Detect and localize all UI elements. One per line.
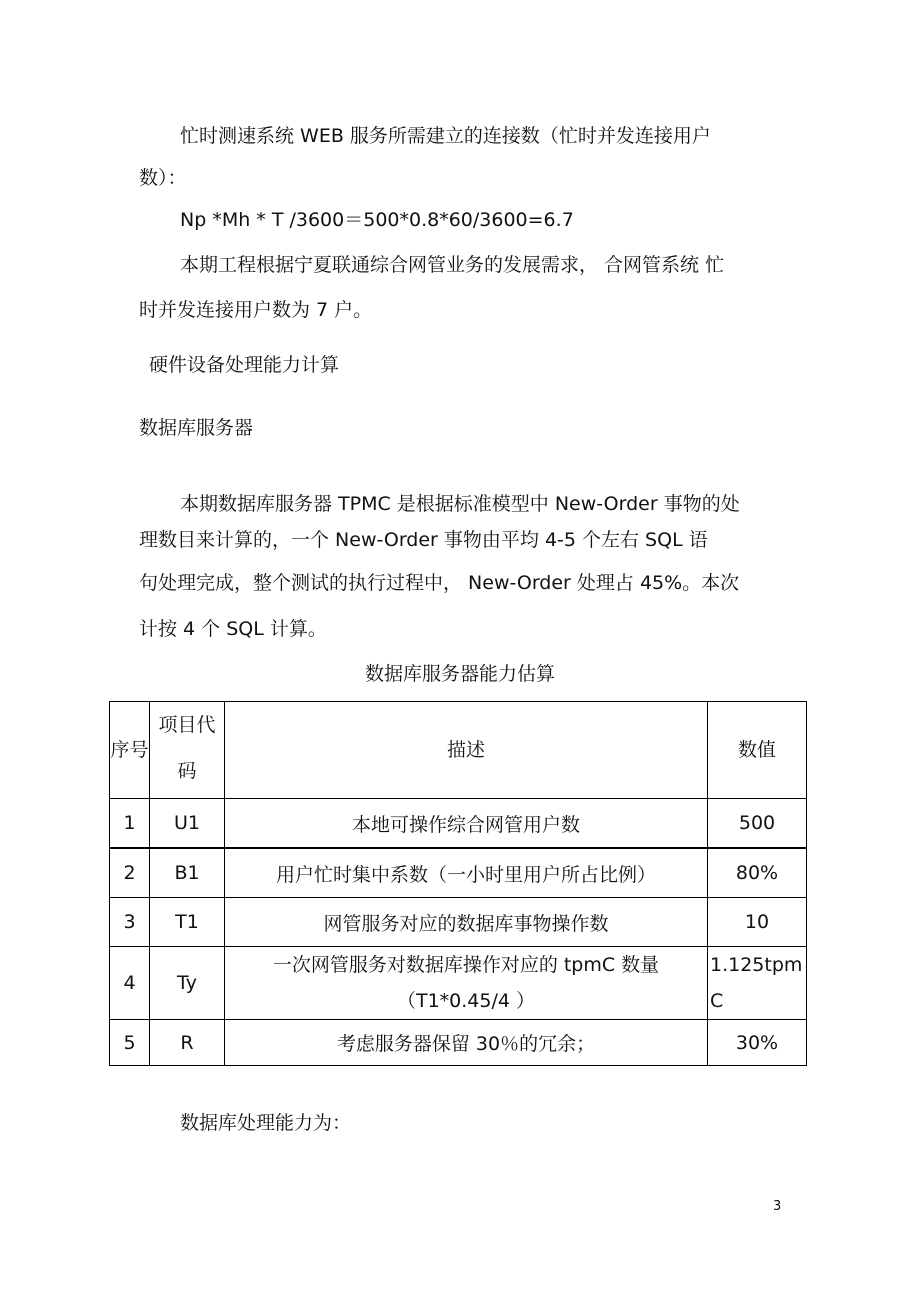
paragraph-line: 时并发连接用户数为 7 户。 (139, 299, 373, 321)
cell-desc (225, 947, 708, 1020)
formula-line: Np *Mh * T /3600＝500*0.8*60/3600=6.7 (180, 209, 574, 231)
header-code: 项目代码 (150, 702, 225, 799)
cell-desc: 考虑服务器保留 30％的冗余； (225, 1020, 708, 1066)
cell-value: 80% (708, 848, 807, 898)
table-row (110, 947, 807, 1020)
cell-seq: 2 (110, 848, 150, 898)
page-number: 3 (773, 1199, 782, 1214)
cell-code: R (150, 1020, 225, 1066)
table-row (110, 799, 807, 849)
capacity-table (109, 701, 807, 1066)
cell-seq: 4 (110, 947, 150, 1020)
paragraph-line: 计按 4 个 SQL 计算。 (139, 618, 327, 640)
cell-seq: 3 (110, 898, 150, 947)
cell-desc-line: （T1*0.45/4 ） (396, 990, 536, 1012)
paragraph-line: 数）： (139, 167, 187, 189)
table-caption: 数据库服务器能力估算 (364, 663, 555, 685)
table-row (110, 898, 807, 947)
cell-desc-line: 一次网管服务对数据库操作对应的 tpmC 数量 (272, 954, 660, 976)
table-row (110, 848, 807, 898)
table-row (110, 1020, 807, 1066)
header-desc: 描述 (225, 702, 708, 799)
cell-code: T1 (150, 898, 225, 947)
cell-desc: 网管服务对应的数据库事物操作数 (225, 898, 708, 947)
paragraph-line: 数据库处理能力为： (180, 1112, 352, 1134)
cell-seq: 1 (110, 799, 150, 849)
cell-desc: 用户忙时集中系数（一小时里用户所占比例） (225, 848, 708, 898)
cell-seq: 5 (110, 1020, 150, 1066)
cell-value: 500 (708, 799, 807, 849)
paragraph-line: 理数目来计算的，一个 New-Order 事物由平均 4-5 个左右 SQL 语 (139, 529, 708, 551)
cell-desc: 本地可操作综合网管用户数 (225, 799, 708, 849)
paragraph-line: 本期数据库服务器 TPMC 是根据标准模型中 New-Order 事物的处 (180, 493, 740, 515)
cell-code: U1 (150, 799, 225, 849)
cell-value: 10 (708, 898, 807, 947)
section-heading: 硬件设备处理能力计算 (149, 354, 340, 376)
paragraph-line: 忙时测速系统 WEB 服务所需建立的连接数（忙时并发连接用户 (180, 125, 711, 147)
cell-value: 30% (708, 1020, 807, 1066)
cell-code: Ty (150, 947, 225, 1020)
subsection-heading: 数据库服务器 (139, 417, 254, 439)
table-header-row (110, 702, 807, 799)
header-seq: 序号 (110, 702, 150, 799)
cell-code: B1 (150, 848, 225, 898)
paragraph-line: 句处理完成，整个测试的执行过程中， New-Order 处理占 45%。本次 (139, 572, 740, 594)
cell-value: 1.125tpmC (708, 947, 807, 1020)
header-value: 数值 (708, 702, 807, 799)
paragraph-line: 本期工程根据宁夏联通综合网管业务的发展需求， 合网管系统 忙 (180, 254, 725, 276)
